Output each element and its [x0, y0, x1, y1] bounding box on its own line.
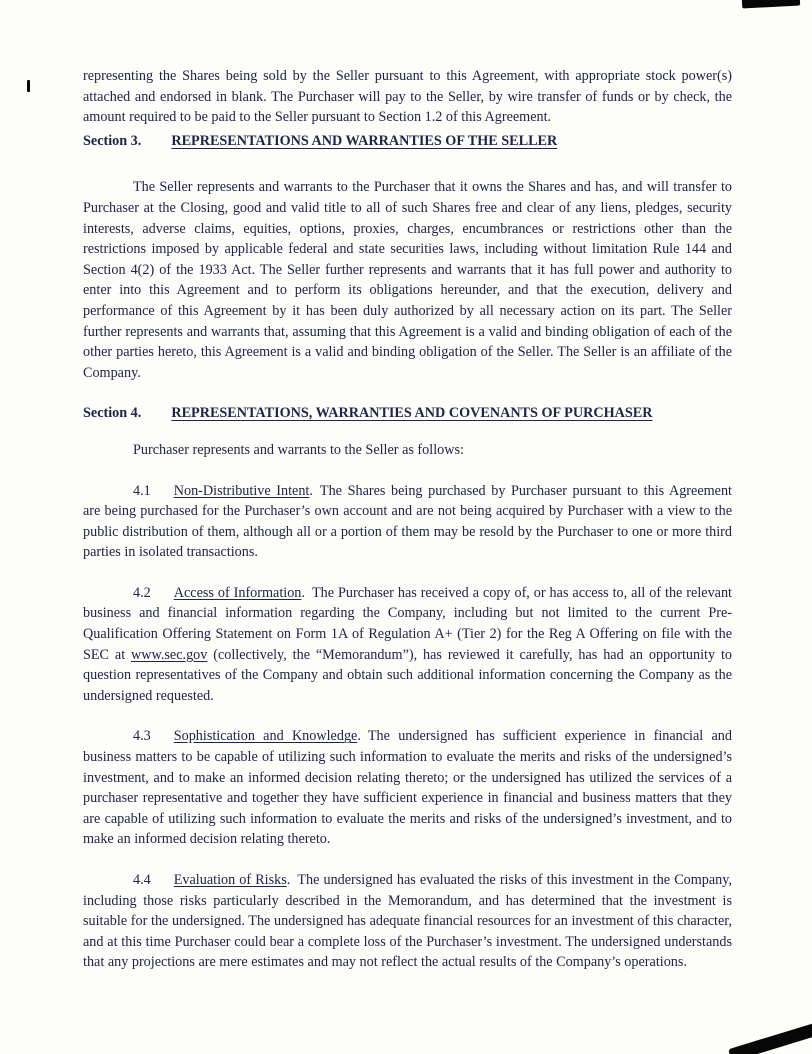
item-title: Evaluation of Risks	[173, 872, 287, 888]
item-body: The undersigned has sufficient experience in financial and business matters to be capable of utilizing such information to evaluate the merits and risks of the undersigned’s investment, and to make an informed decision relating thereto; or the undersigned has utilized the services of a purchaser representative and together they have sufficient experience in financial and business matters that they are capable of utilizing such information to evaluate the merits and risks of the undersigned’s investment, and to make an informed decision relating thereto.	[83, 728, 732, 848]
item-number: 4.1	[133, 482, 151, 499]
document-body	[83, 66, 732, 993]
scan-artifact-top-right	[742, 0, 800, 9]
item-title-period: .	[357, 728, 361, 745]
item-4-1	[83, 481, 732, 563]
item-title-period: .	[301, 584, 305, 601]
item-4-2	[83, 583, 732, 707]
item-title-period: .	[309, 482, 313, 499]
scan-artifact-left-tick	[27, 80, 30, 92]
section-4-intro: Purchaser represents and warrants to the Seller as follows:	[133, 441, 464, 458]
section-3-title: REPRESENTATIONS AND WARRANTIES OF THE SELLER	[171, 132, 558, 149]
section-4-title: REPRESENTATIONS, WARRANTIES AND COVENANTS OF PURCHASER	[171, 405, 653, 422]
item-4-3	[83, 726, 732, 850]
item-title-period: .	[286, 872, 291, 888]
item-number: 4.3	[133, 728, 151, 745]
section-4-label: Section 4.	[83, 405, 142, 422]
section-3-body: The Seller represents and warrants to the Purchaser that it owns the Shares and has, and will transfer to Purchaser at the Closing, good and valid title to all of such Shares free and clear of any liens, pledges, security interests, adverse claims, equities, options, proxies, charges, encumbrances or restrictions other than the restrictions imposed by applicable federal and state securities laws, including without limitation Rule 144 and Section 4(2) of the 1933 Act. The Seller further represents and warrants that it has full power and authority to enter into this Agreement and to perform its obligations hereunder, and that the execution, delivery and performance of this Agreement by it has been duly authorized by all necessary action on its part. The Seller further represents and warrants that, assuming that this Agreement is a valid and binding obligation of each of the other parties hereto, this Agreement is a valid and binding obligation of the Seller. The Seller is an affiliate of the Company.	[83, 179, 732, 381]
item-title: Sophistication and Knowledge	[173, 728, 358, 745]
section-3-label: Section 3.	[83, 132, 142, 149]
section-3-heading	[83, 131, 732, 152]
item-number: 4.2	[133, 584, 151, 601]
item-body: The Shares being purchased by Purchaser pursuant to this Agreement are being purchased for the Purchaser’s own account and are not being acquired by Purchaser with a view to the public distribution of them, although all or a portion of them may be resold by the Purchaser to one or more third parties in isolated transactions.	[83, 482, 732, 561]
scan-artifact-bottom-right	[728, 1021, 812, 1054]
item-4-4	[83, 870, 732, 973]
item-number: 4.4	[133, 872, 151, 888]
item-title: Non-Distributive Intent	[173, 482, 310, 499]
item-body: The undersigned has evaluated the risks of this investment in the Company, including those risks particularly described in the Memorandum, and has determined that the investment is suitable for the undersigned. The undersigned has adequate financial resources for an investment of this character, and at this time Purchaser could bear a complete loss of the Purchaser’s investment. The undersigned understands that any projections are mere estimates and may not reflect the actual results of the Company’s operations.	[83, 872, 732, 971]
continuation-paragraph: representing the Shares being sold by the Seller pursuant to this Agreement, with appropriate stock power(s) attached and endorsed in blank. The Purchaser will pay to the Seller, by wire transfer of funds or by check, the amount required to be paid to the Seller pursuant to Section 1.2 of this Agreement.	[83, 68, 732, 126]
item-title: Access of Information	[173, 584, 302, 601]
item-body-post: (collectively, the “Memorandum”), has reviewed it carefully, has had an opportunity to question representatives of the Company and obtain such additional information concerning the Company as the undersigned requested.	[83, 646, 732, 704]
section-4-heading	[83, 403, 732, 424]
item-body-pre: The Purchaser has received a copy of, or has access to, all of the relevant business and financial information regarding the Company, including but not limited to the current Pre-Qualification Offering Statement on Form 1A of Regulation A+ (Tier 2) for the Reg A Offering on file with the SEC at	[83, 584, 732, 663]
sec-gov-link: www.sec.gov	[131, 646, 208, 663]
